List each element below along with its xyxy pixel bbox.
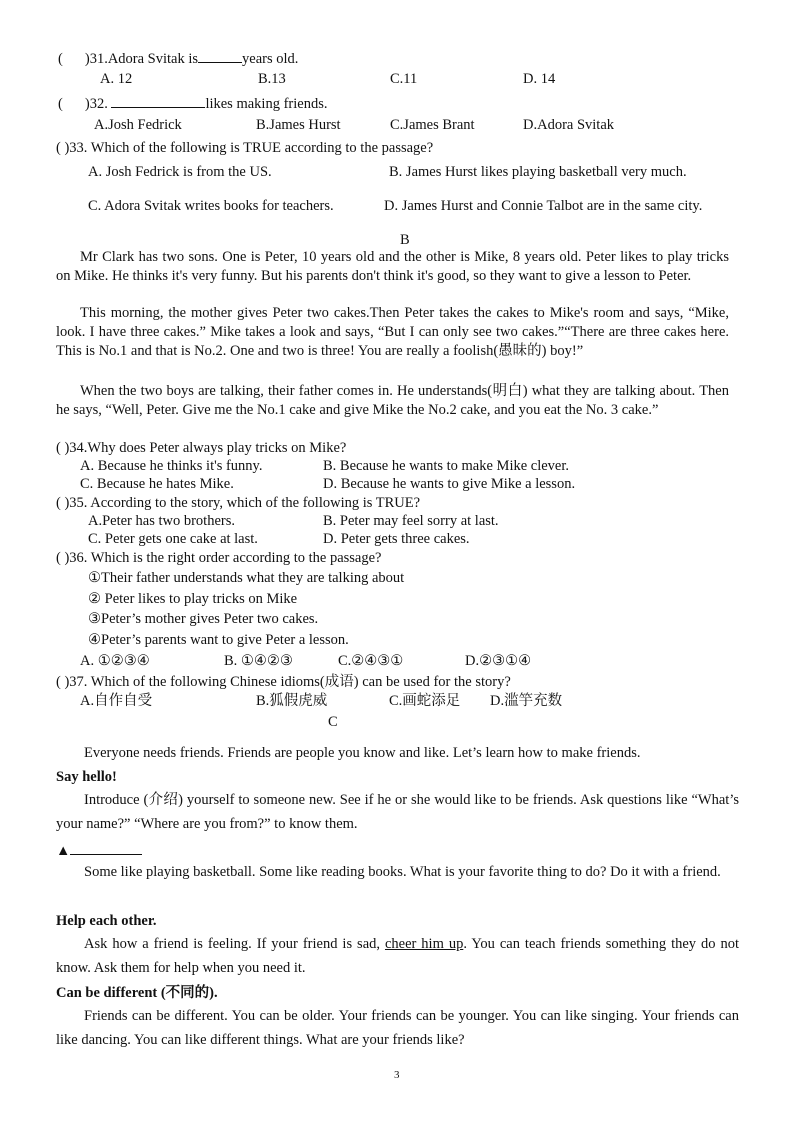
q36-statement-4: ④Peter’s parents want to give Peter a lesson.	[88, 632, 349, 648]
q31-stem: ( )31.Adora Svitak is years old.	[58, 51, 299, 67]
passage-b-paragraph-3: When the two boys are talking, their father comes in. He understands(明白) what they are talking about. Then he says, “Well, Peter. Give me the No.1 cake and give Mike the No.2 cake, and you eat the No. 3 cake.”	[56, 383, 729, 418]
q36-option-a: A. ①②③④	[80, 653, 150, 669]
q35-stem: ( )35. According to the story, which of the following is TRUE?	[56, 495, 421, 511]
q32-option-c: C.James Brant	[390, 117, 475, 133]
q34-option-a: A. Because he thinks it's funny.	[80, 458, 263, 474]
q35-option-d: D. Peter gets three cakes.	[323, 531, 470, 547]
q35-option-c: C. Peter gets one cake at last.	[88, 531, 258, 547]
missing-heading-blank	[56, 842, 142, 859]
q31-option-a: A. 12	[100, 71, 133, 87]
blank-section-paragraph: Some like playing basketball. Some like reading books. What is your favorite thing to do? Do it with a friend.	[84, 864, 721, 880]
say-hello-paragraph: Introduce (介绍) yourself to someone new. See if he or she would like to be friends. Ask questions like “What’s your name?” “Where are you from?” to know them.	[56, 792, 739, 832]
section-c-heading: C	[328, 714, 338, 730]
help-paragraph: Ask how a friend is feeling. If your friend is sad, cheer him up. You can teach friends something they do not know. Ask them for help when you need it.	[56, 936, 739, 976]
q36-statement-2: ② Peter likes to play tricks on Mike	[88, 591, 298, 607]
q31-option-c: C.11	[390, 71, 418, 87]
passage-b-paragraph-1: Mr Clark has two sons. One is Peter, 10 years old and the other is Mike, 8 years old. Peter likes to play tricks on Mike. He thinks it's very funny. But his parents don't think it's good, so they want to give a lesson to Peter.	[56, 249, 729, 284]
heading-say-hello: Say hello!	[56, 769, 117, 785]
q32-option-d: D.Adora Svitak	[523, 117, 615, 133]
q34-option-b: B. Because he wants to make Mike clever.	[323, 458, 570, 474]
q32-stem: ( )32. likes making friends.	[58, 96, 328, 112]
q36-stem: ( )36. Which is the right order according to the passage?	[56, 550, 382, 566]
heading-help-each-other: Help each other.	[56, 913, 157, 929]
triangle-marker: ▲	[56, 843, 71, 859]
q32-option-b: B.James Hurst	[256, 117, 341, 133]
different-paragraph: Friends can be different. You can be older. Your friends can be younger. You can like singing. Your friends can like dancing. You can like different things. What are your friends like?	[56, 1008, 739, 1048]
underlined-phrase: cheer him up	[384, 936, 464, 952]
q36-option-b: B. ①④②③	[224, 653, 293, 669]
q34-option-d: D. Because he wants to give Mike a lesson.	[323, 476, 576, 492]
q37-stem: ( )37. Which of the following Chinese idioms(成语) can be used for the story?	[56, 674, 511, 690]
answer-blank	[70, 842, 142, 855]
page-number: 3	[394, 1069, 400, 1081]
answer-blank	[198, 50, 242, 63]
passage-c-intro: Everyone needs friends. Friends are people you know and like. Let’s learn how to make friends.	[84, 745, 641, 761]
q36-statement-3: ③Peter’s mother gives Peter two cakes.	[88, 611, 319, 627]
answer-blank	[111, 95, 205, 108]
heading-can-be-different: Can be different (不同的).	[56, 985, 218, 1001]
q31-option-b: B.13	[258, 71, 286, 87]
q33-stem: ( )33. Which of the following is TRUE according to the passage?	[56, 140, 434, 156]
q31-option-d: D. 14	[523, 71, 556, 87]
q34-stem: ( )34.Why does Peter always play tricks on Mike?	[56, 440, 347, 456]
q36-option-d: D.②③①④	[465, 653, 532, 669]
q37-option-c: C.画蛇添足	[389, 693, 461, 709]
q33-option-d: D. James Hurst and Connie Talbot are in the same city.	[384, 198, 703, 214]
q37-option-d: D.滥竽充数	[490, 693, 563, 709]
q34-option-c: C. Because he hates Mike.	[80, 476, 234, 492]
q36-statement-1: ①Their father understands what they are talking about	[88, 570, 405, 586]
section-b-heading: B	[400, 232, 410, 248]
passage-b-paragraph-2: This morning, the mother gives Peter two cakes.Then Peter takes the cakes to Mike's room and says, “Mike, look. I have three cakes.” Mike takes a look and says, “But I can only see two cakes.”“There are three cakes here. This is No.1 and that is No.2. One and two is three! You are really a foolish(愚昧的) boy!”	[56, 305, 729, 359]
q37-option-b: B.狐假虎威	[256, 693, 328, 709]
q33-option-a: A. Josh Fedrick is from the US.	[88, 164, 272, 180]
q32-option-a: A.Josh Fedrick	[94, 117, 182, 133]
q35-option-a: A.Peter has two brothers.	[88, 513, 235, 529]
q37-option-a: A.自作自受	[80, 693, 153, 709]
q33-option-c: C. Adora Svitak writes books for teachers.	[88, 198, 334, 214]
q36-option-c: C.②④③①	[338, 653, 404, 669]
q33-option-b: B. James Hurst likes playing basketball very much.	[389, 164, 687, 180]
q35-option-b: B. Peter may feel sorry at last.	[323, 513, 499, 529]
